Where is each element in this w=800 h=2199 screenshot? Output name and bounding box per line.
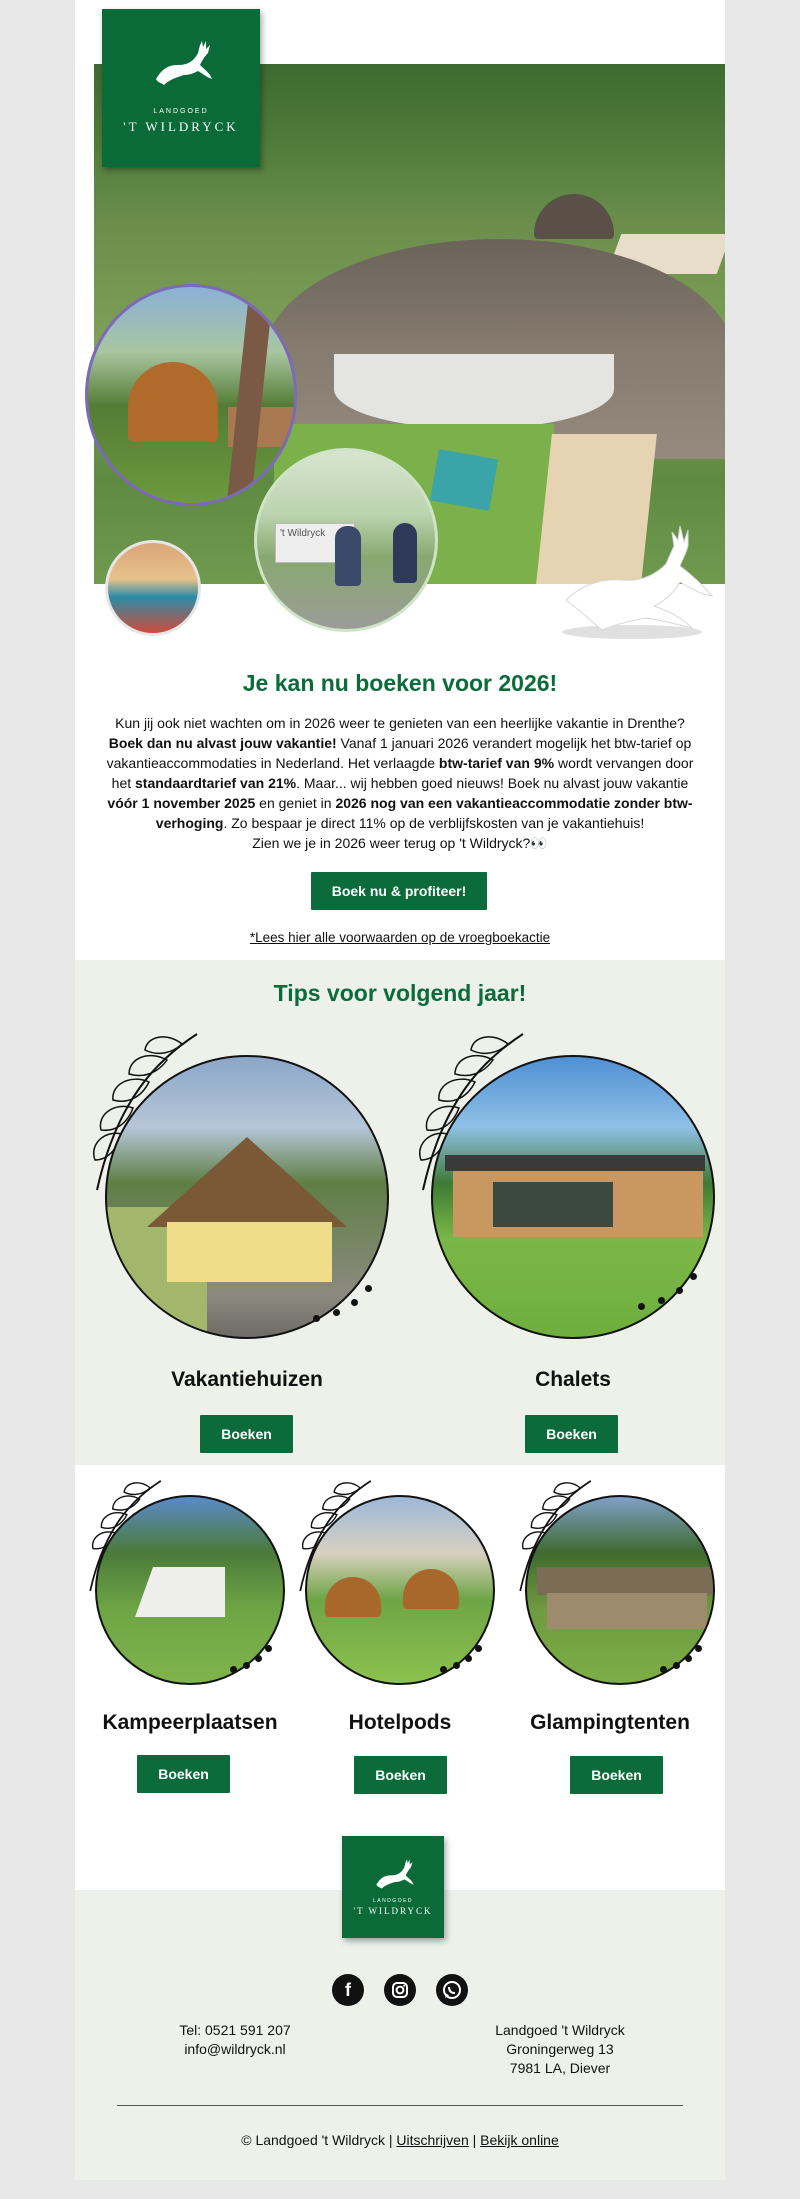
logo-subtitle: LANDGOED (153, 108, 209, 115)
vakantiehuizen-title: Vakantiehuizen (171, 1368, 323, 1391)
chalets-title: Chalets (535, 1368, 611, 1391)
hero (75, 0, 725, 650)
unsubscribe-link[interactable]: Uitschrijven (396, 2132, 469, 2148)
book-now-button[interactable]: Boek nu & profiteer! (311, 872, 487, 910)
brand-logo[interactable] (102, 9, 260, 167)
view-online-link[interactable]: Bekijk online (480, 2132, 559, 2148)
kids-photo-circle (105, 540, 201, 636)
address-city: 7981 LA, Diever (509, 2060, 611, 2076)
vakantiehuis-photo[interactable] (105, 1055, 389, 1339)
entrance-sign: 't Wildryck (275, 523, 355, 563)
phone-text[interactable]: Tel: 0521 591 207 (179, 2022, 291, 2038)
footer-logo[interactable] (342, 1836, 444, 1938)
logo-name: 'T WILDRYCK (123, 119, 239, 134)
intro-text: Kun jij ook niet wachten om in 2026 weer te genieten van een heerlijke vakantie in Drenthe? Boek dan nu alvast jouw vakantie! Vanaf 1 januari 2026 verandert mogelijk het btw-tarief op vakantieaccommodaties in Nederland. Het verlaagde btw-tarief van 9% wordt vervangen door het standaardtarief van 21%. Maar... wij hebben goed nieuws! Boek nu alvast jouw vakantie vóór 1 november 2025 en geniet in 2026 nog van een vakantieaccommodatie zonder btw-verhoging. Zo bespaar je direct 11% op de verblijfskosten van je vakantiehuis! Zien we je in 2026 weer terug op 't Wildryck?👀 (106, 715, 694, 851)
contact-info (135, 2021, 335, 2059)
book-vakantiehuizen-button[interactable]: Boeken (200, 1415, 293, 1453)
tips-title: Tips voor volgend jaar! (273, 980, 527, 1006)
email-link[interactable]: info@wildryck.nl (184, 2041, 286, 2057)
whatsapp-icon[interactable] (436, 1974, 468, 2006)
glampingtenten-title: Glampingtenten (530, 1711, 690, 1734)
deer-icon (370, 1858, 416, 1890)
leaping-deer-icon (562, 520, 722, 645)
kampeerplaatsen-title: Kampeerplaatsen (102, 1711, 278, 1734)
book-kampeerplaatsen-button[interactable]: Boeken (137, 1755, 230, 1793)
intro-title: Je kan nu boeken voor 2026! (242, 670, 558, 696)
address-street: Groningerweg 13 (506, 2041, 614, 2057)
address-name: Landgoed 't Wildryck (495, 2022, 625, 2038)
terms-link[interactable]: *Lees hier alle voorwaarden op de vroegboekactie (249, 930, 551, 945)
facebook-icon[interactable]: f (332, 1974, 364, 2006)
address-info (455, 2021, 665, 2078)
book-hotelpods-button[interactable]: Boeken (354, 1756, 447, 1794)
cyclists-photo-circle (254, 448, 438, 632)
hotelpods-title: Hotelpods (348, 1711, 452, 1734)
book-glampingtenten-button[interactable]: Boeken (570, 1756, 663, 1794)
hotelpod-photo-circle (85, 284, 297, 506)
book-chalets-button[interactable]: Boeken (525, 1415, 618, 1453)
tips-section (75, 960, 725, 1465)
copyright-line (75, 2132, 725, 2148)
separator: | (472, 2132, 477, 2148)
logo-subtitle: LANDGOED (372, 1898, 414, 1904)
footer-divider (117, 2105, 683, 2106)
copyright-text: © Landgoed 't Wildryck | (241, 2132, 393, 2148)
instagram-icon[interactable] (384, 1974, 416, 2006)
email-container (75, 0, 725, 2180)
chalet-photo[interactable] (431, 1055, 715, 1339)
deer-icon (148, 39, 214, 87)
logo-name: 'T WILDRYCK (353, 1906, 433, 1916)
